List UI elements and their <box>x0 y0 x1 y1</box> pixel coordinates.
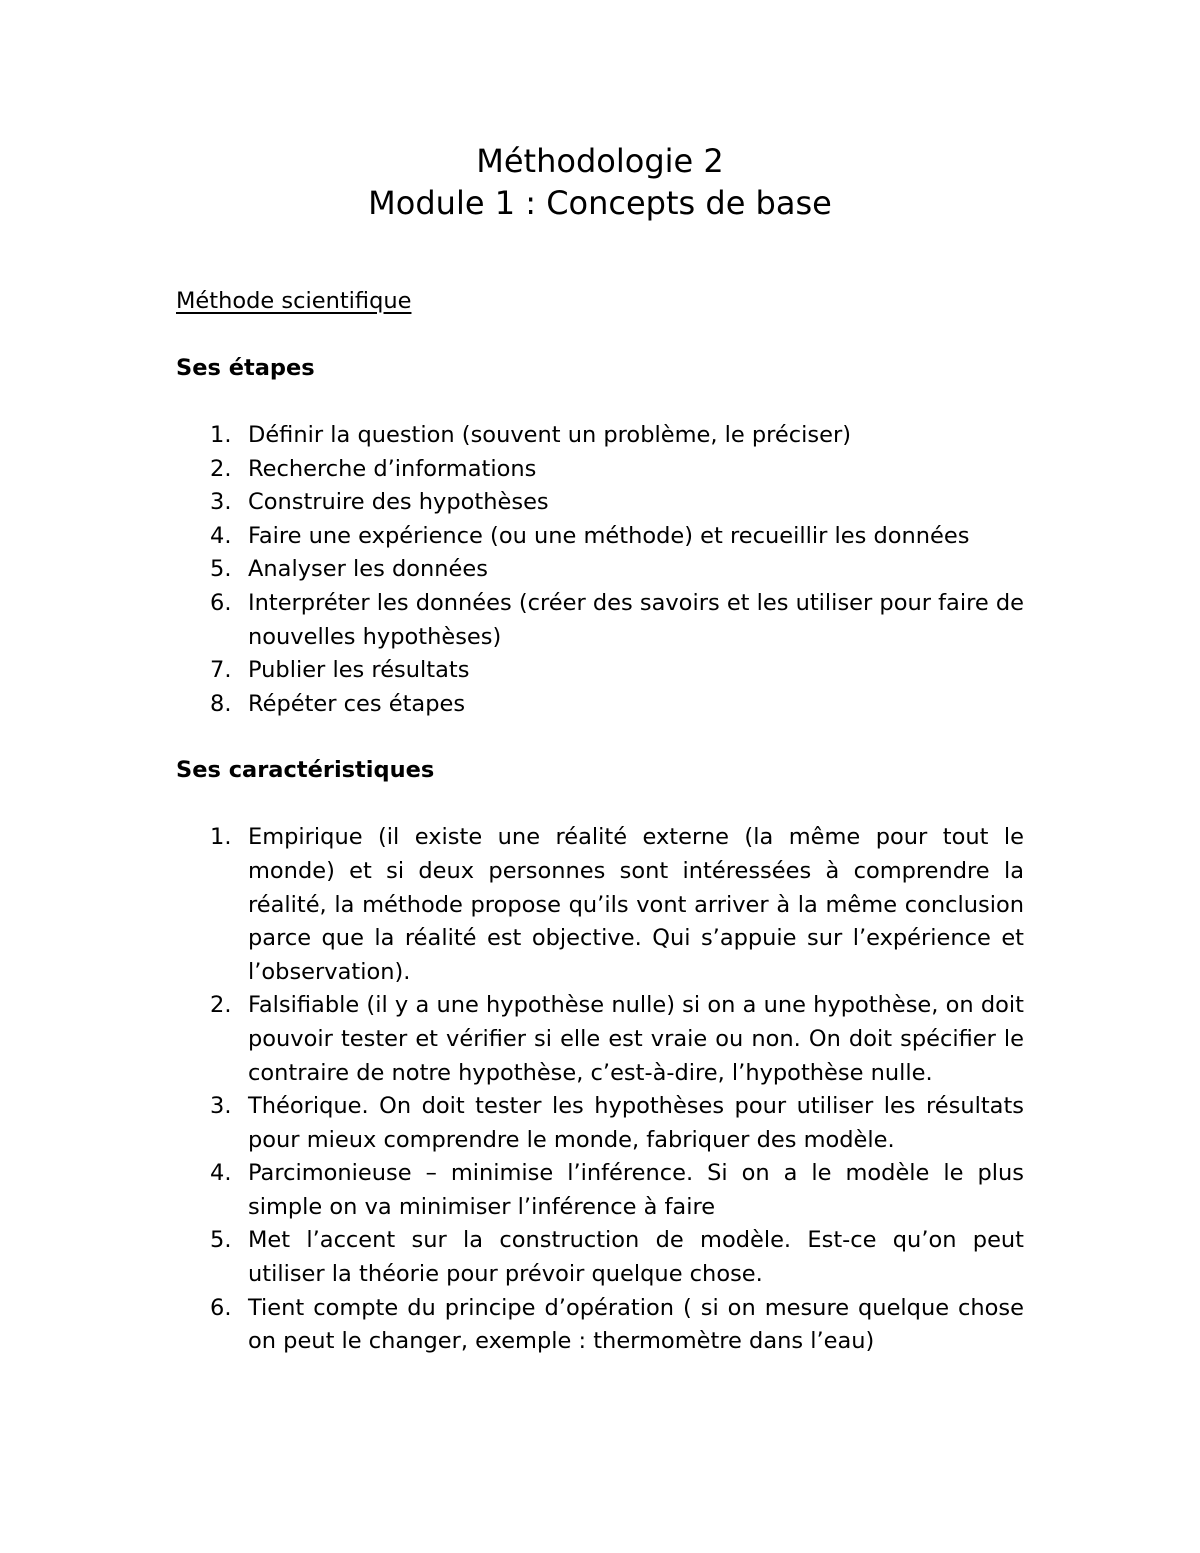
list-number: 1. <box>210 422 232 448</box>
list-item <box>176 1292 1024 1359</box>
list-number: 2. <box>210 992 232 1019</box>
list-number: 4. <box>210 522 232 549</box>
list-item <box>176 821 1024 989</box>
list-text: Falsifiable (il y a une hypothèse nulle) si on a une hypothèse, on doit pouvoir tester et vérifier si elle est vraie ou non. On doit spécifier le contraire de notre hypothèse, c’est-à-dire, l’hypothèse nulle. <box>248 992 1024 1086</box>
list-item <box>176 486 1024 520</box>
traits-heading: Ses caractéristiques <box>176 757 435 784</box>
list-number: 6. <box>210 589 232 616</box>
title-line-1: Méthodologie 2 <box>476 142 724 180</box>
list-text: Répéter ces étapes <box>248 690 466 717</box>
list-text: Définir la question (souvent un problème, le préciser) <box>248 422 851 448</box>
list-text: Empirique (il existe une réalité externe (la même pour tout le monde) et si deux personnes sont intéressées à comprendre la réalité, la méthode propose qu’ils vont arriver à la même conclusion parce que la réalité est objective. Qui s’appuie sur l’expérience et l’observation). <box>248 824 1024 985</box>
traits-list <box>176 821 1024 1359</box>
list-number: 5. <box>210 1227 232 1254</box>
list-item <box>176 654 1024 688</box>
list-item <box>176 1157 1024 1224</box>
list-item <box>176 587 1024 654</box>
list-item <box>176 520 1024 554</box>
list-text: Tient compte du principe d’opération ( si on mesure quelque chose on peut le changer, exemple : thermomètre dans l’eau) <box>248 1294 1024 1355</box>
list-number: 3. <box>210 1093 232 1120</box>
list-item <box>176 1090 1024 1157</box>
steps-list <box>176 419 1024 721</box>
list-text: Construire des hypothèses <box>248 489 549 516</box>
document-body <box>176 285 1024 1359</box>
list-item <box>176 989 1024 1090</box>
list-text: Théorique. On doit tester les hypothèses pour utiliser les résultats pour mieux comprendre le monde, fabriquer des modèle. <box>248 1093 1024 1153</box>
title-line-2: Module 1 : Concepts de base <box>368 184 832 222</box>
list-item <box>176 1224 1024 1291</box>
list-text: Publier les résultats <box>248 657 470 684</box>
list-text: Recherche d’informations <box>248 455 537 482</box>
list-number: 7. <box>210 657 232 684</box>
list-item <box>176 419 1024 453</box>
list-text: Parcimonieuse – minimise l’inférence. Si on a le modèle le plus simple on va minimiser l’inférence à faire <box>248 1160 1024 1220</box>
list-number: 6. <box>210 1294 232 1321</box>
list-number: 3. <box>210 489 232 516</box>
list-text: Analyser les données <box>248 556 488 583</box>
list-number: 5. <box>210 556 232 583</box>
list-text: Interpréter les données (créer des savoirs et les utiliser pour faire de nouvelles hypothèses) <box>248 589 1024 650</box>
list-text: Faire une expérience (ou une méthode) et recueillir les données <box>248 522 970 549</box>
section-title: Méthode scientifique <box>176 288 412 314</box>
list-text: Met l’accent sur la construction de modèle. Est-ce qu’on peut utiliser la théorie pour prévoir quelque chose. <box>248 1227 1024 1288</box>
list-item <box>176 453 1024 487</box>
list-number: 2. <box>210 455 232 482</box>
list-number: 4. <box>210 1160 232 1187</box>
document-title <box>0 140 1200 224</box>
list-item <box>176 688 1024 722</box>
list-number: 1. <box>210 824 232 851</box>
list-number: 8. <box>210 690 232 717</box>
steps-heading: Ses étapes <box>176 355 315 381</box>
list-item <box>176 553 1024 587</box>
